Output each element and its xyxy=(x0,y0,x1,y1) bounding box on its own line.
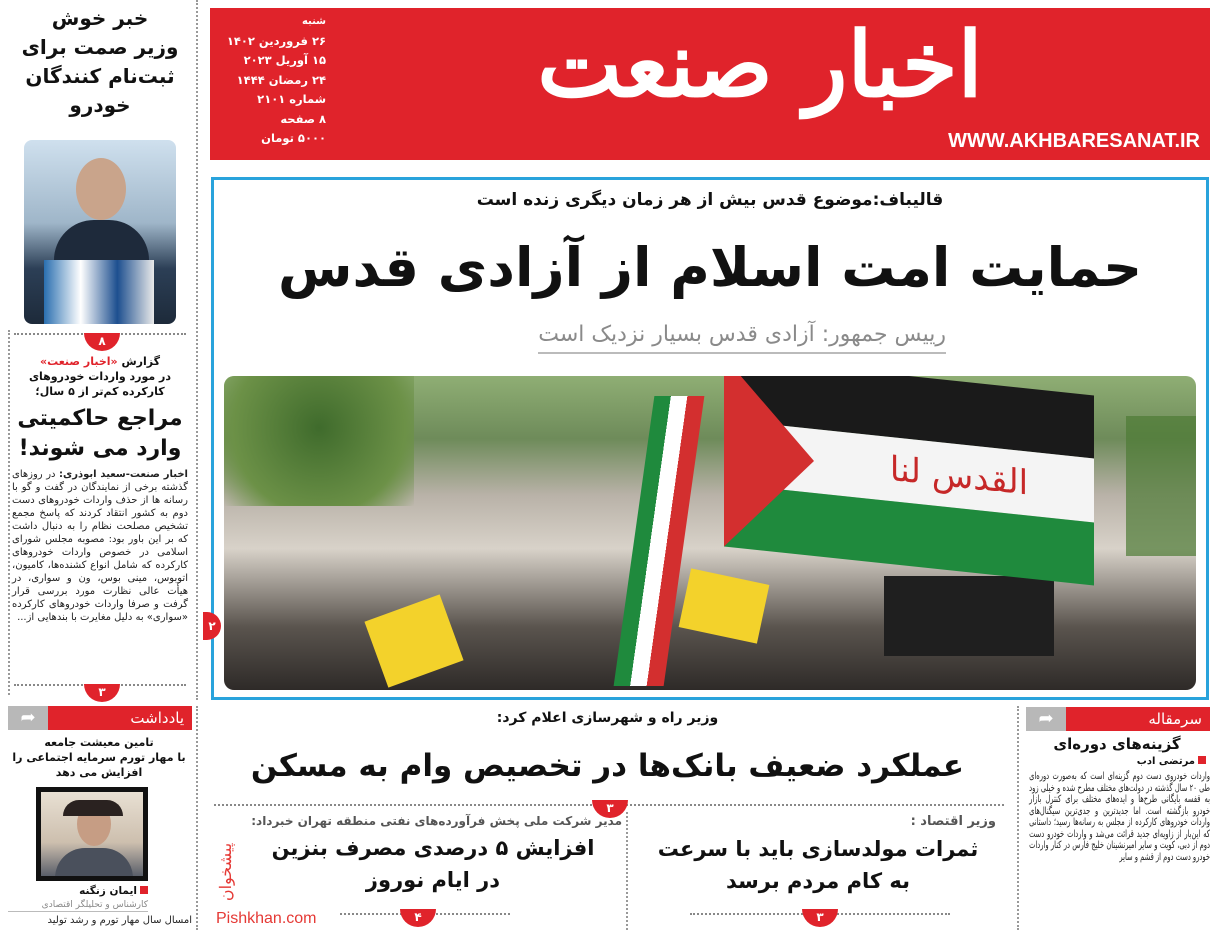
issue-date-solar: ۲۶ فروردین ۱۴۰۲ xyxy=(226,33,326,48)
sarmaghale-header xyxy=(1026,707,1210,731)
watermark-en: Pishkhan.com xyxy=(216,910,317,927)
headline-line: به کام مردم برسد xyxy=(725,869,910,893)
report-body xyxy=(12,468,188,624)
page-badge[interactable]: ۳ xyxy=(802,909,838,927)
page-badge[interactable]: ۴ xyxy=(400,909,436,927)
rally-photo xyxy=(224,376,1196,690)
headline-line: در ایام نوروز xyxy=(365,868,501,892)
newspaper-logo: اخبار صنعت xyxy=(537,12,983,118)
report-kicker-rest: در مورد واردات خودروهای کارکرده کم‌تر از ۵ سال؛ xyxy=(28,370,172,398)
headline-line: افزایش می دهد xyxy=(55,766,143,779)
story-right[interactable] xyxy=(632,814,1004,897)
yaddasht-author xyxy=(8,884,148,898)
left-top-headline[interactable] xyxy=(10,4,190,120)
page-badge[interactable]: ۲ xyxy=(203,612,221,640)
headline-line: خبر خوش xyxy=(51,6,149,30)
main-subhead: رییس جمهور: آزادی قدس بسیار نزدیک است xyxy=(538,320,946,354)
issue-day: شنبه xyxy=(301,16,326,27)
website-url[interactable]: WWW.AKHBARESANAT.IR xyxy=(948,130,1200,152)
headline-line: ثبت‌نام کنندگان xyxy=(25,64,175,88)
issue-date-gregorian: ۱۵ آوریل ۲۰۲۳ xyxy=(243,53,326,67)
story-left-kicker: مدیر شرکت ملی پخش فرآورده‌های نفتی منطقه تهران خبرداد: xyxy=(251,814,622,828)
section-title: یادداشت xyxy=(48,706,192,730)
main-story[interactable] xyxy=(211,177,1209,700)
report-text: در روزهای گذشته برخی از نمایندگان در گفت و گو با رسانه ها از حذف واردات خودروهای دست دوم به کشور انتقاد کردند که پاسخ مجمع تشخیص مصلحت نظام را به دنبال داشت که بر این باور بود: مصوبه مجلس شورای اسلامی در خصوص واردات خودروهای کارکرده که شامل انواع کشنده‌ها، کامیون، اتوبوس، مینی بوس، ون و سواری، در هیأت عالی نظارت مورد بررسی قرار گرفت و صرفا واردات خودروهای کارکرده «سواری» به دلیل مغایرت با بندهایی از... xyxy=(12,469,188,623)
headline-line: با مهار تورم سرمایه اجتماعی را xyxy=(12,751,186,764)
sarmaghale-headline[interactable]: گزینه‌های دوره‌ای xyxy=(1053,735,1181,753)
arrow-icon: ➦ xyxy=(1026,707,1066,731)
sarmaghale-author xyxy=(1030,755,1206,769)
section-title: سرمقاله xyxy=(1066,707,1210,731)
yaddasht-headline[interactable] xyxy=(4,735,194,780)
page-badge[interactable]: ۸ xyxy=(84,333,120,351)
author-name: ایمان زنگنه xyxy=(79,885,137,897)
report-headline[interactable]: مراجع حاکمیتی وارد می شوند! xyxy=(17,406,183,461)
headline-line: ثمرات مولدسازی باید با سرعت xyxy=(657,837,979,861)
palestine-flag xyxy=(724,376,1094,585)
page-badge[interactable]: ۳ xyxy=(592,800,628,818)
report-kicker-block[interactable] xyxy=(12,354,188,399)
issue-number: شماره ۲۱۰۱ xyxy=(257,92,326,106)
issue-date-lunar: ۲۴ رمضان ۱۴۴۴ xyxy=(236,72,326,87)
main-headline: حمایت امت اسلام از آزادی قدس xyxy=(277,236,1143,299)
author-name: مرتضی ادب xyxy=(1136,756,1195,767)
story-right-kicker: وزیر اقتصاد : xyxy=(910,814,996,829)
yaddasht-header xyxy=(8,706,192,730)
headline-line: خودرو xyxy=(69,93,131,117)
issue-price: ۵۰۰۰ تومان xyxy=(261,131,326,145)
headline-line: وزیر صمت برای xyxy=(21,35,179,59)
issue-info xyxy=(216,12,326,149)
center-headline[interactable]: عملکرد ضعیف بانک‌ها در تخصیص وام به مسکن xyxy=(250,748,965,784)
author-photo xyxy=(36,787,148,881)
report-kicker: گزارش xyxy=(121,355,161,368)
report-byline: اخبار صنعت-سعید ابوذری: xyxy=(59,469,188,480)
sarmaghale-body: واردات خودروی دست دوم گزینه‌ای است که به‌صورت دوره‌ای طی ۲۰ سال گذشته در دولت‌های مختلف مطرح شده و خیلی زود به قفسه بایگانی طرح‌ها و ایده‌های مختلف برای کنترل بازار خودرو بازگشته است. اما جدیدترین و جدی‌ترین سیگنال‌های واردات خودروهای کارکرده از مجلس به رسانه‌ها رسید؛ داستانی که این‌بار از زاویه‌ای جدید قرائت می‌شد و واردات خودرو دست دوم از دبی، کویت و سایر امیرنشینان خلیج فارس در کنار واردات خودرو دست دوم از قشم و سایر xyxy=(1029,771,1210,863)
main-kicker: قالیباف:موضوع قدس بیش از هر زمان دیگری زنده است xyxy=(476,190,944,210)
watermark-fa: پیشخوان xyxy=(216,842,235,902)
page-badge[interactable]: ۳ xyxy=(84,684,120,702)
flag-banner-text: القدس لنا xyxy=(889,448,1029,504)
author-title: کارشناس و تحلیلگر اقتصادی xyxy=(8,899,148,912)
minister-photo xyxy=(24,140,176,324)
issue-pages: ۸ صفحه xyxy=(280,111,326,126)
arrow-icon: ➦ xyxy=(8,706,48,730)
headline-line: تامین معیشت جامعه xyxy=(44,736,154,749)
yaddasht-body: امسال سال مهار تورم و رشد تولید xyxy=(47,915,192,926)
center-kicker: وزیر راه و شهرسازی اعلام کرد: xyxy=(496,710,719,726)
headline-line: افزایش ۵ درصدی مصرف بنزین xyxy=(271,836,595,860)
report-source: «اخبار صنعت» xyxy=(39,355,118,368)
story-left[interactable] xyxy=(214,814,622,896)
masthead xyxy=(210,8,1210,160)
